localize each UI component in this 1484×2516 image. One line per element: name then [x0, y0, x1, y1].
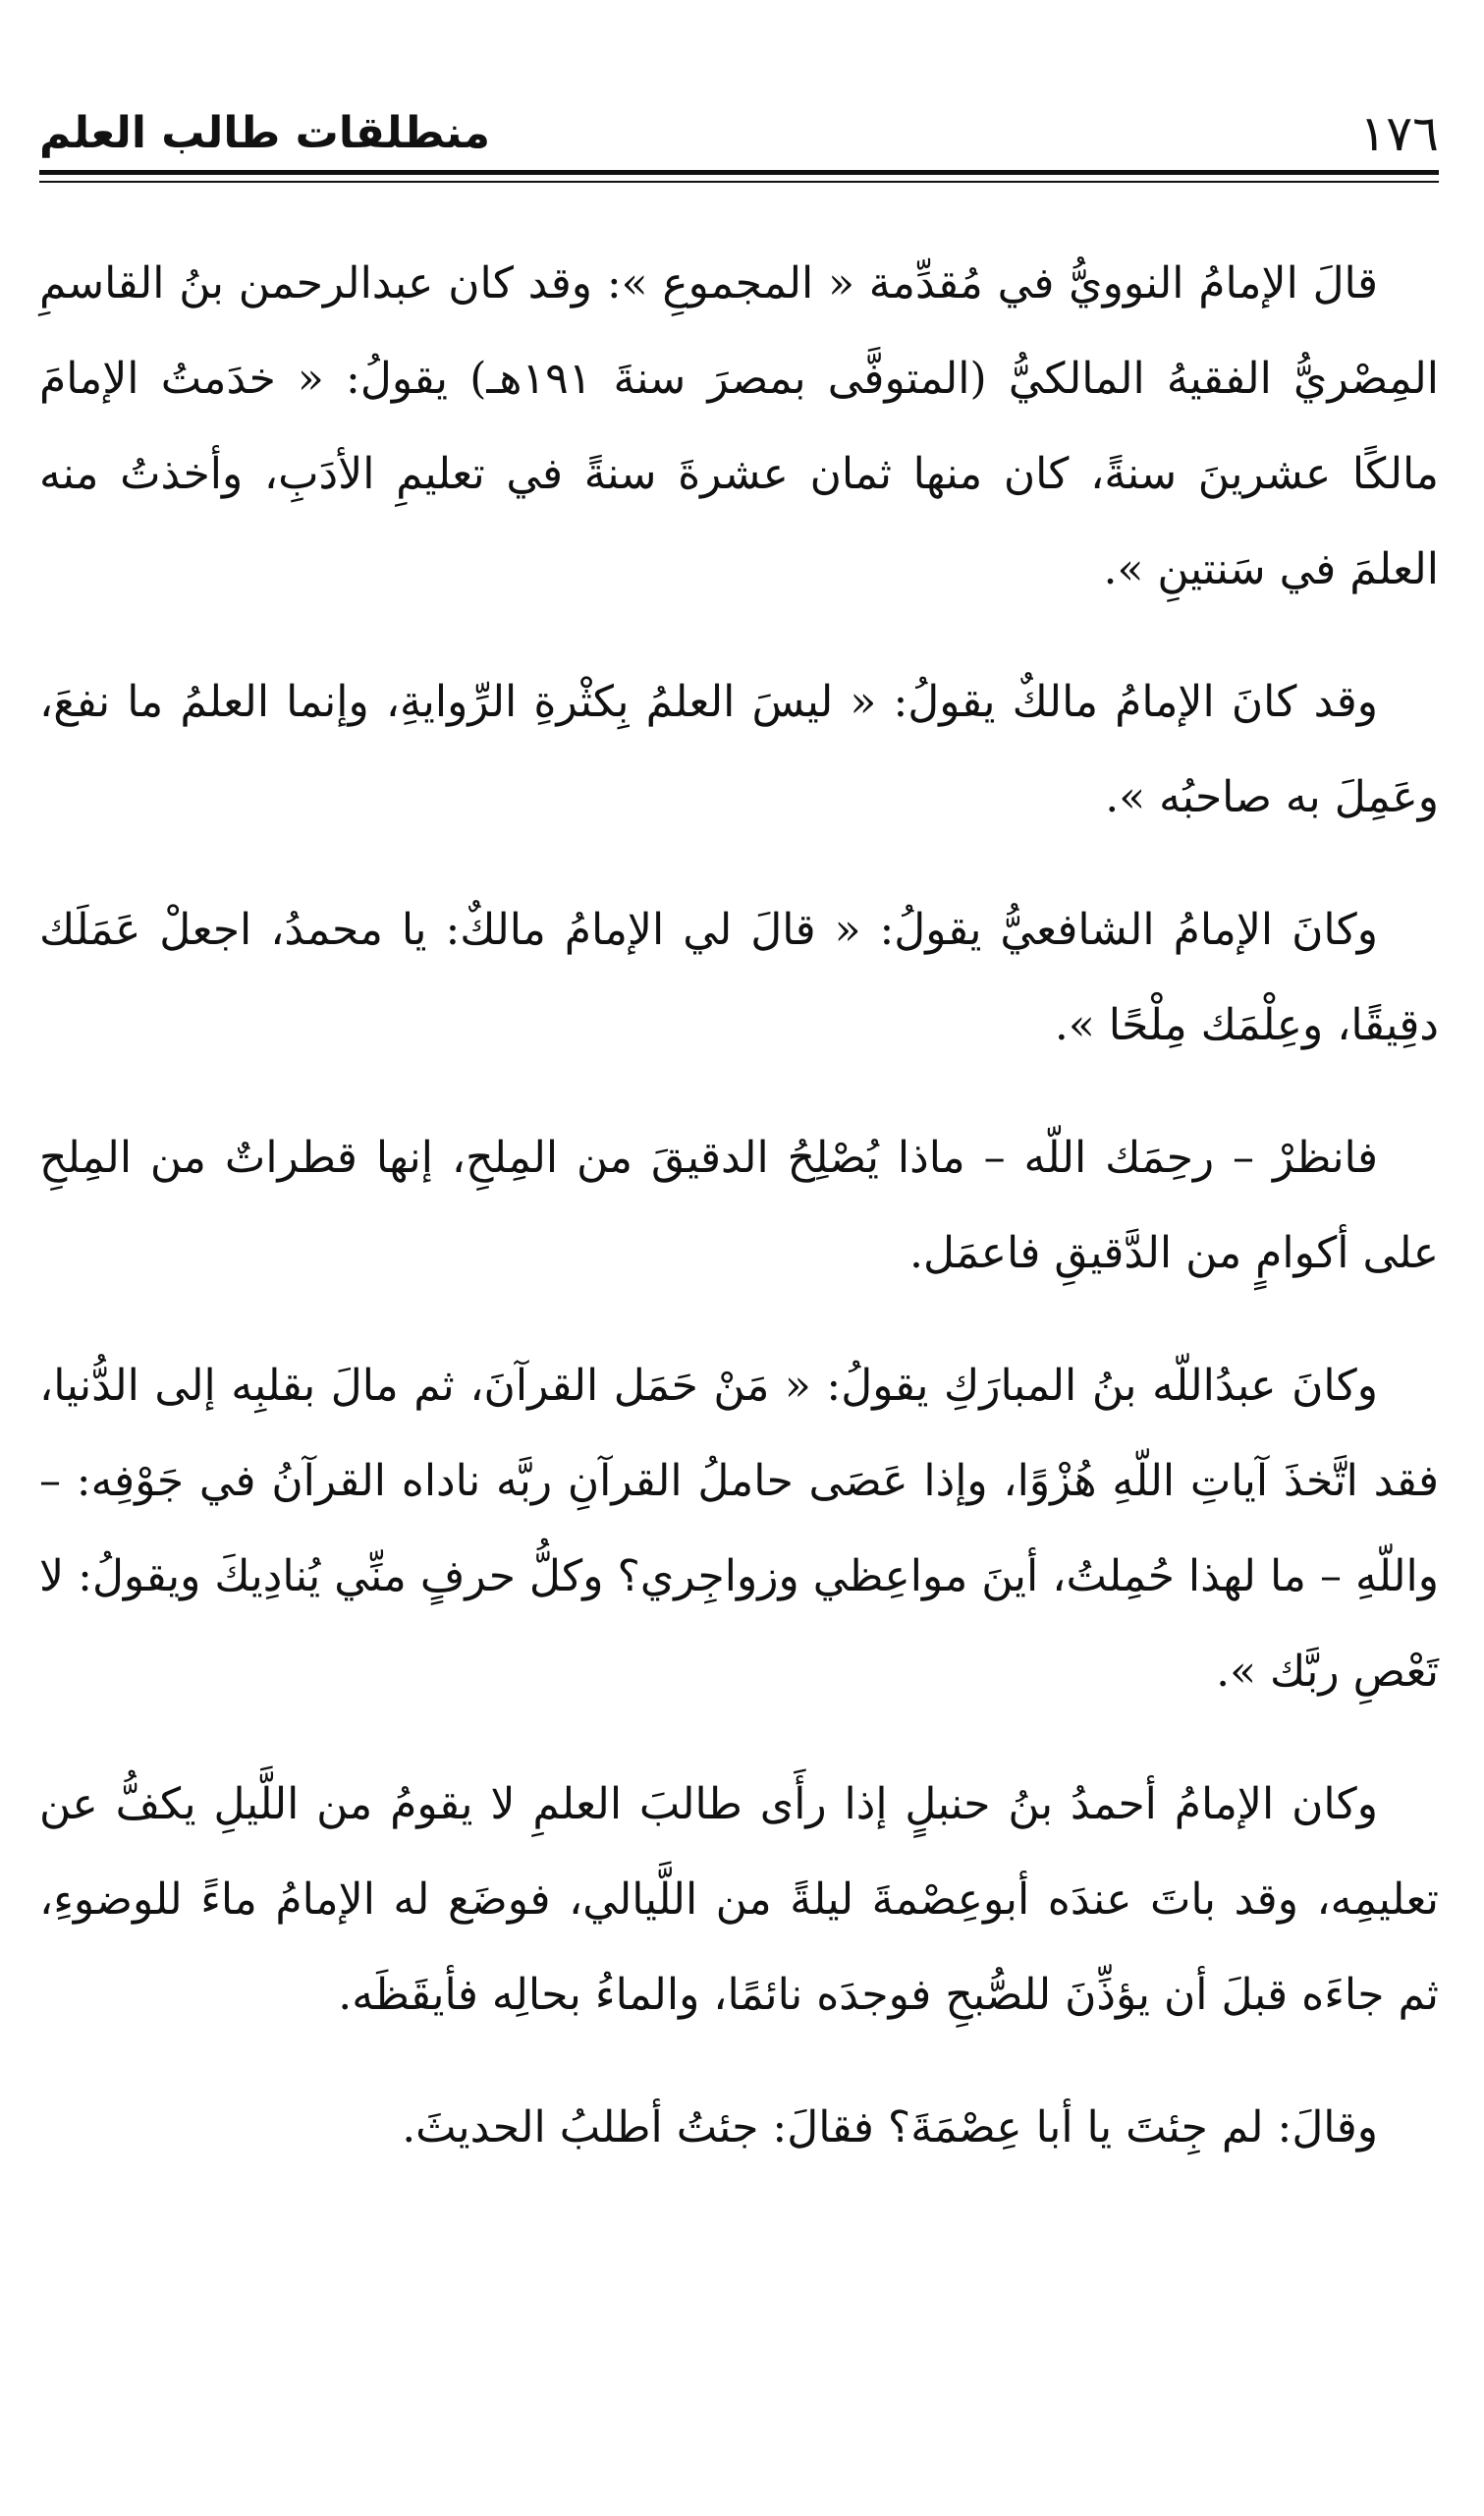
- paragraph-ahmad: وكان الإمامُ أحمدُ بنُ حنبلٍ إذا رأَى طالبَ العلمِ لا يقومُ من اللَّيلِ يكفُّ عن تعليمِه، وقد باتَ عندَه أبوعِصْمةَ ليلةً من اللَّيالي، فوضَع له الإمامُ ماءً للوضوءِ، ثم جاءَه قبلَ أن يؤذِّنَ للصُّبحِ فوجدَه نائمًا، والماءُ بحالِه فأيقَظَه.: [39, 1779, 1439, 2020]
- paragraph-malik: وقد كانَ الإمامُ مالكٌ يقولُ: « ليسَ العلمُ بِكثْرةِ الرِّوايةِ، وإنما العلمُ ما نفعَ، وعَمِلَ به صاحبُه ».: [39, 677, 1439, 822]
- book-page: [39, 0, 1439, 2516]
- paragraph-nawawi: قالَ الإمامُ النوويُّ في مُقدِّمة « المجموعِ »: وقد كان عبدالرحمن بنُ القاسمِ المِصْريُّ الفقيهُ المالكيُّ (المتوفَّى بمصرَ سنةَ ١٩١هـ) يقولُ: « خدَمتُ الإمامَ مالكًا عشرينَ سنةً، كان منها ثمان عشرةَ سنةً في تعليمِ الأدَبِ، وأخذتُ منه العلمَ في سَنتينِ ».: [39, 258, 1439, 594]
- header-rule-thick: [39, 170, 1439, 175]
- page-number: ١٧٦: [1359, 105, 1439, 162]
- paragraph-salt: فانظرْ – رحِمَك اللّه – ماذا يُصْلِحُ الدقيقَ من المِلحِ، إنها قطراتٌ من المِلحِ على أكوامٍ من الدَّقيقِ فاعمَل.: [39, 1133, 1439, 1278]
- paragraph-ibn-mubarak: وكانَ عبدُاللّه بنُ المبارَكِ يقولُ: « مَنْ حَمَل القرآنَ، ثم مالَ بقلبِه إلى الدُّنيا، فقد اتَّخذَ آياتِ اللّهِ هُزْوًا، وإذا عَصَى حاملُ القرآنِ ربَّه ناداه القرآنُ في جَوْفِه: – واللّهِ – ما لهذا حُمِلتُ، أينَ مواعِظي وزواجِري؟ وكلُّ حرفٍ منِّي يُنادِيكَ ويقولُ: لا تَعْصِ ربَّك ».: [39, 1361, 1439, 1697]
- paragraph-shafii: وكانَ الإمامُ الشافعيُّ يقولُ: « قالَ لي الإمامُ مالكٌ: يا محمدُ، اجعلْ عَمَلَك دقِيقًا، وعِلْمَك مِلْحًا ».: [39, 905, 1439, 1050]
- paragraph-abu-isma: وقالَ: لم جِئتَ يا أبا عِصْمَةَ؟ فقالَ: جئتُ أطلبُ الحديثَ.: [402, 2102, 1378, 2153]
- page-body: [39, 236, 1439, 2212]
- book-title: منطلقات طالب العلم: [39, 108, 491, 158]
- header-rule-thin: [39, 181, 1439, 183]
- running-header: [39, 77, 1439, 165]
